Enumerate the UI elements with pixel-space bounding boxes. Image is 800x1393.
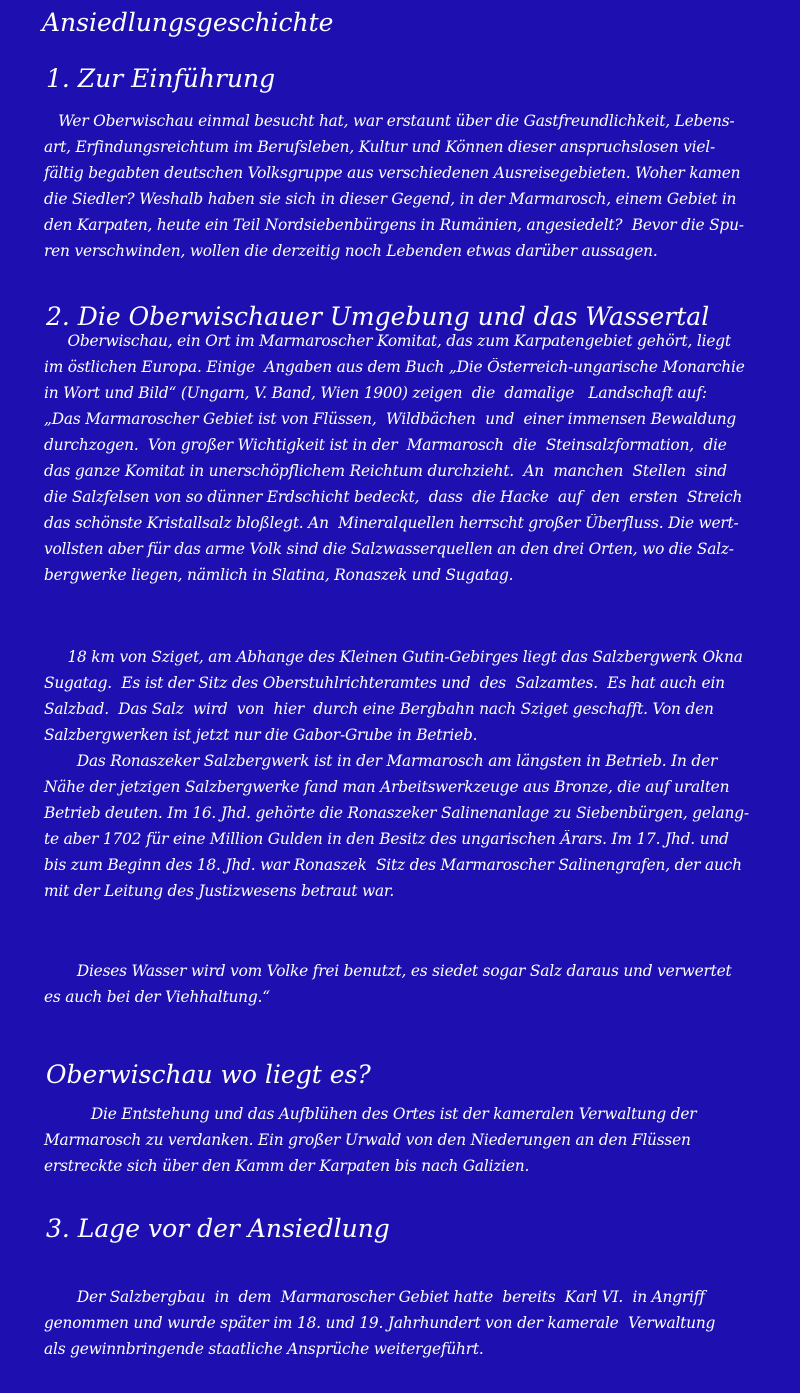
text-line: den Karpaten, heute ein Teil Nordsiebenbürgens in Rumänien, angesiedelt? Bevor die Spu- [44,216,744,234]
text-line: als gewinnbringende staatliche Ansprüche weitergeführt. [44,1340,484,1358]
text-line: „Das Marmaroscher Gebiet ist von Flüssen, Wildbächen und einer immensen Bewaldung [44,410,737,428]
paragraph-einfuehrung [44,108,800,264]
text-line: vollsten aber für das arme Volk sind die Salzwasserquellen an den drei Orten, wo die Salz- [44,540,734,558]
paragraph-umgebung-2 [44,644,800,748]
section-heading-umgebung: 2. Die Oberwischauer Umgebung und das Wassertal [46,302,710,331]
text-line: das schönste Kristallsalz bloßlegt. An Mineralquellen herrscht großer Überfluss. Die wert- [44,514,739,532]
text-line: Die Entstehung und das Aufblühen des Ortes ist der kameralen Verwaltung der [44,1105,697,1123]
text-line: die Salzfelsen von so dünner Erdschicht bedeckt, dass die Hacke auf den ersten Streich [44,488,743,506]
text-line: bergwerke liegen, nämlich in Slatina, Ronaszek und Sugatag. [44,566,514,584]
section-heading-vor-ansiedlung: 3. Lage vor der Ansiedlung [46,1214,390,1243]
text-line: te aber 1702 für eine Million Gulden in den Besitz des ungarischen Ärars. Im 17. Jhd. und [44,830,729,848]
text-line: die Siedler? Weshalb haben sie sich in dieser Gegend, in der Marmarosch, einem Gebiet in [44,190,737,208]
text-line: Sugatag. Es ist der Sitz des Oberstuhlrichteramtes und des Salzamtes. Es hat auch ein [44,674,725,692]
text-line: das ganze Komitat in unerschöpflichem Reichtum durchzieht. An manchen Stellen sind [44,462,727,480]
text-line: im östlichen Europa. Einige Angaben aus dem Buch „Die Österreich-ungarische Monarchie [44,358,745,376]
text-line: bis zum Beginn des 18. Jhd. war Ronaszek Sitz des Marmaroscher Salinengrafen, der auch [44,856,742,874]
text-line: Wer Oberwischau einmal besucht hat, war erstaunt über die Gastfreundlichkeit, Lebens- [44,112,735,130]
text-line: Salzbergwerken ist jetzt nur die Gabor-Grube in Betrieb. [44,726,478,744]
text-line: mit der Leitung des Justizwesens betraut war. [44,882,395,900]
text-line: erstreckte sich über den Kamm der Karpaten bis nach Galizien. [44,1157,530,1175]
text-line: Dieses Wasser wird vom Volke frei benutzt, es siedet sogar Salz daraus und verwertet [44,962,732,980]
text-line: ren verschwinden, wollen die derzeitig noch Lebenden etwas darüber aussagen. [44,242,658,260]
paragraph-umgebung-1 [44,328,800,588]
text-line: art, Erfindungsreichtum im Berufsleben, Kultur und Können dieser anspruchslosen viel- [44,138,716,156]
text-line: Nähe der jetzigen Salzbergwerke fand man Arbeitswerkzeuge aus Bronze, die auf uralten [44,778,730,796]
paragraph-lage [44,1101,800,1179]
text-line: genommen und wurde später im 18. und 19. Jahrhundert von der kamerale Verwaltung [44,1314,716,1332]
text-line: 18 km von Sziget, am Abhange des Kleinen Gutin-Gebirges liegt das Salzbergwerk Okna [44,648,743,666]
text-line: Marmarosch zu verdanken. Ein großer Urwald von den Niederungen an den Flüssen [44,1131,691,1149]
text-line: fältig begabten deutschen Volksgruppe aus verschiedenen Ausreisegebieten. Woher kamen [44,164,741,182]
text-line: es auch bei der Viehhaltung.“ [44,988,270,1006]
text-line: Das Ronaszeker Salzbergwerk ist in der Marmarosch am längsten in Betrieb. In der [44,752,718,770]
page-title: Ansiedlungsgeschichte [42,8,334,37]
section-heading-lage: Oberwischau wo liegt es? [46,1060,371,1089]
section-heading-einfuehrung: 1. Zur Einführung [46,64,276,93]
text-line: Oberwischau, ein Ort im Marmaroscher Komitat, das zum Karpatengebiet gehört, liegt [44,332,731,350]
text-line: durchzogen. Von großer Wichtigkeit ist in der Marmarosch die Steinsalzformation, die [44,436,727,454]
text-line: in Wort und Bild“ (Ungarn, V. Band, Wien 1900) zeigen die damalige Landschaft auf: [44,384,707,402]
text-line: Salzbad. Das Salz wird von hier durch eine Bergbahn nach Sziget geschafft. Von den [44,700,714,718]
paragraph-umgebung-4 [44,958,800,1010]
text-line: Betrieb deuten. Im 16. Jhd. gehörte die Ronaszeker Salinenanlage zu Siebenbürgen, gelang- [44,804,749,822]
text-line: Der Salzbergbau in dem Marmaroscher Gebiet hatte bereits Karl VI. in Angriff [44,1288,705,1306]
paragraph-vor-ansiedlung [44,1284,800,1362]
paragraph-umgebung-3 [44,748,800,904]
